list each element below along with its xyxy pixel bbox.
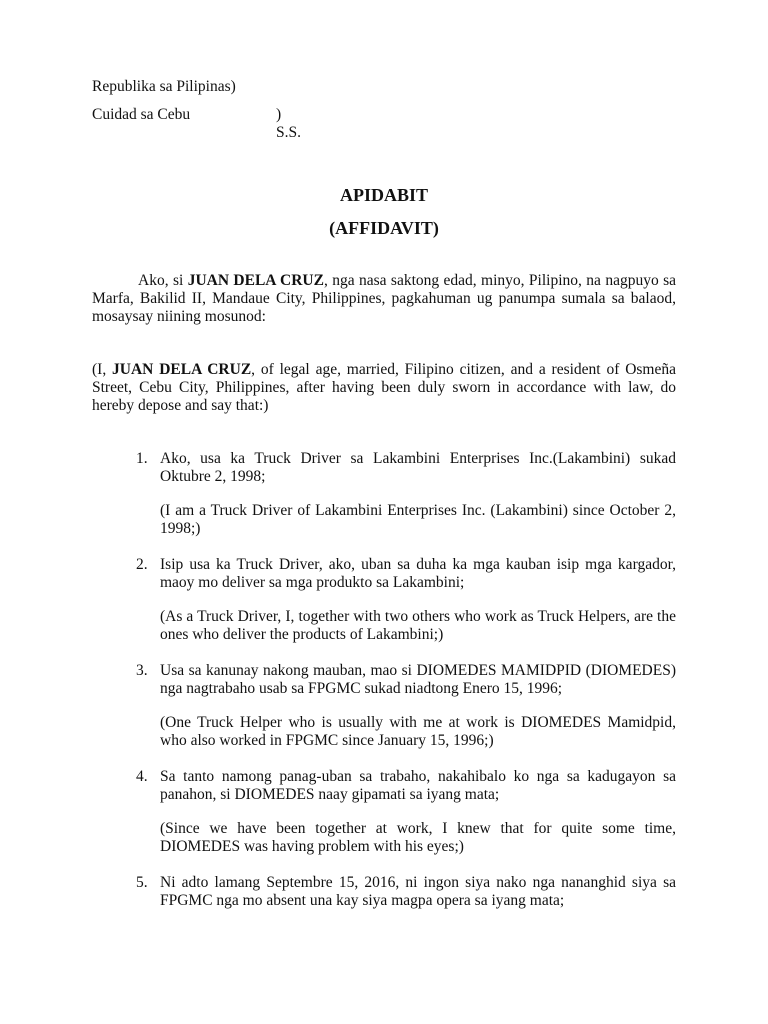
venue-block xyxy=(92,78,301,141)
list-item xyxy=(92,556,676,644)
list-item xyxy=(92,450,676,538)
intro-english-before: (I, xyxy=(92,361,113,378)
item-number: 1. xyxy=(136,450,148,467)
document-subtitle: (AFFIDAVIT) xyxy=(329,218,439,238)
item-english: (One Truck Helper who is usually with me at work is DIOMEDES Mamidpid, who also worked in FPGMC since January 15, 1996;) xyxy=(160,714,676,749)
document-title: APIDABIT xyxy=(339,185,428,205)
item-number: 5. xyxy=(136,874,148,891)
venue-city-name: Cuidad sa Cebu xyxy=(92,106,191,123)
item-cebuano: Ni adto lamang Septembre 15, 2016, ni ingon siya nako nga nananghid siya sa FPGMC nga mo absent una kay siya magpa opera sa iyang mata; xyxy=(160,874,676,909)
venue-republic: Republika sa Pilipinas) xyxy=(92,78,236,95)
item-number: 3. xyxy=(136,662,148,679)
item-cebuano: Usa sa kanunay nakong mauban, mao si DIOMEDES MAMIDPID (DIOMEDES) nga nagtrabaho usab sa FPGMC sukad niadtong Enero 15, 1996; xyxy=(160,662,676,697)
venue-city xyxy=(92,106,301,141)
item-english: (Since we have been together at work, I knew that for quite some time, DIOMEDES was having problem with his eyes;) xyxy=(160,820,676,855)
item-cebuano: Sa tanto namong panag-uban sa trabaho, nakahibalo ko nga sa kadugayon sa panahon, si DIOMEDES naay gipamati sa iyang mata; xyxy=(160,768,676,803)
list-item xyxy=(92,874,676,910)
item-number: 2. xyxy=(136,556,148,573)
item-number: 4. xyxy=(136,768,148,785)
item-cebuano: Ako, usa ka Truck Driver sa Lakambini Enterprises Inc.(Lakambini) sukad Oktubre 2, 1998; xyxy=(160,450,676,485)
intro-english-after: , of legal age, married, Filipino citizen, and a resident of Osmeña Street, Cebu City, Philippines, after having been duly sworn in accordance with law, do hereby depose and say that:) xyxy=(92,361,676,414)
intro-english xyxy=(92,361,676,415)
intro-cebuano-after: , nga nasa saktong edad, minyo, Pilipino, na nagpuyo sa Marfa, Bakilid II, Mandaue City, Philippines, pagkahuman ug panumpa sumala sa balaod, mosaysay niining mosunod: xyxy=(92,272,676,325)
item-english: (As a Truck Driver, I, together with two others who work as Truck Helpers, are the ones who deliver the products of Lakambini;) xyxy=(160,608,676,643)
affiant-name: JUAN DELA CRUZ xyxy=(187,272,324,289)
list-item xyxy=(92,768,676,856)
affiant-name-english: JUAN DELA CRUZ xyxy=(112,361,252,378)
statement-list xyxy=(92,450,676,910)
list-item xyxy=(92,662,676,750)
intro-cebuano xyxy=(92,272,676,326)
item-english: (I am a Truck Driver of Lakambini Enterprises Inc. (Lakambini) since October 2, 1998;) xyxy=(160,502,676,537)
intro-cebuano-before: Ako, si xyxy=(138,272,188,289)
item-cebuano: Isip usa ka Truck Driver, ako, uban sa duha ka mga kauban isip mga kargador, maoy mo deliver sa mga produkto sa Lakambini; xyxy=(160,556,676,591)
venue-ss: ) S.S. xyxy=(276,106,301,141)
